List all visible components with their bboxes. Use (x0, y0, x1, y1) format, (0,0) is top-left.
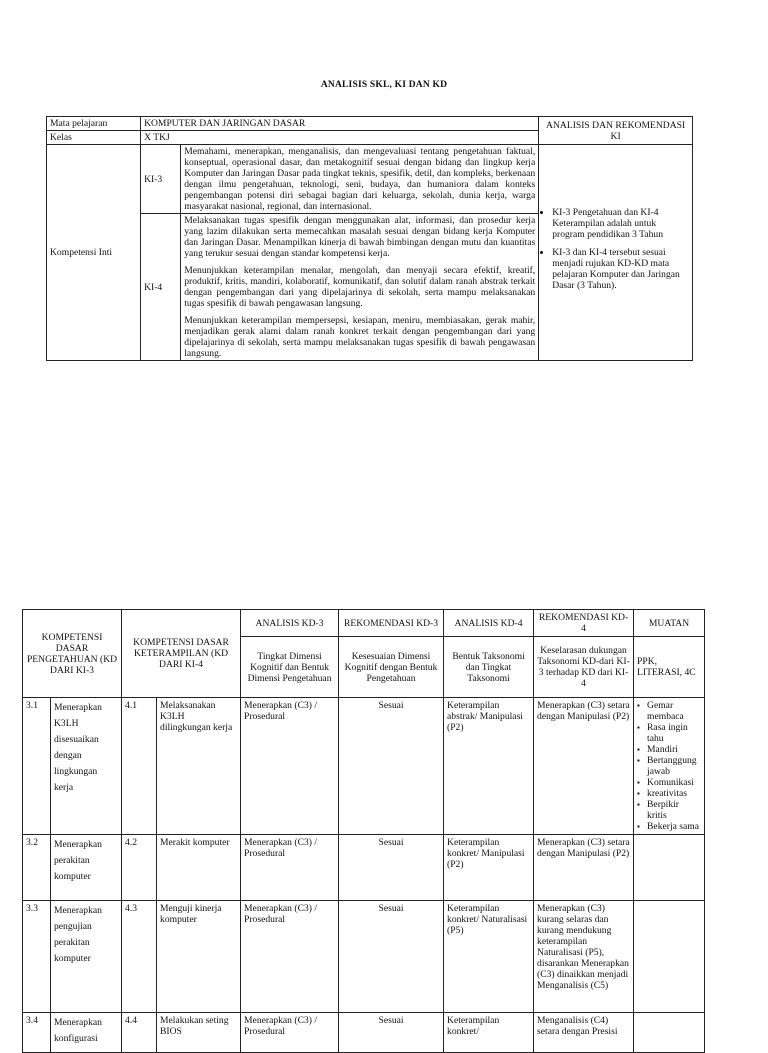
ki4-text (181, 214, 539, 361)
kd4-text: Merakit komputer (157, 835, 241, 901)
list-item: ▪ Bertanggung jawab (643, 755, 701, 777)
rekomendasi-kd3: Sesuai (339, 901, 444, 1013)
list-item: ▪ kreativitas (643, 788, 701, 799)
ki4-code: KI-4 (141, 214, 181, 361)
header-analisis-kd3: ANALISIS KD-3 (241, 610, 339, 637)
recommendation-item: • KI-3 dan KI-4 tersebut sesuai menjadi rujukan KD-KD mata pelajaran Komputer dan Jaringan Dasar (3 Tahun). (552, 247, 689, 291)
subheader-rekomendasi-kd4: Keselarasan dukungan Taksonomi KD-dari KI-3 terhadap KD dari KI-4 (534, 637, 634, 698)
kelas-value: X TKJ (141, 131, 539, 145)
ki4-paragraph: Menunjukkan keterampilan mempersepsi, kesiapan, meniru, membiasakan, gerak mahir, menjadikan gerak alami dalam ranah konkret terkait dengan pengembangan dari yang dipelajarinya di sekolah, serta mampu melaksanakan tugas spesifik di bawah pengawasan langsung. (184, 315, 536, 359)
mapel-label: Mata pelajaran (47, 117, 141, 131)
muatan-list (637, 700, 701, 832)
table-row (23, 835, 705, 901)
ki3-text: Memahami, menerapkan, menganalisis, dan mengevaluasi tentang pengetahuan faktual, konseptual, operasional dasar, dan metakognitif sesuai dengan bidang dan lingkup kerja Komputer dan Jaringan Dasar pada tingkat teknis, spesifik, detil, dan kompleks, berkenaan dengan ilmu pengetahuan, teknologi, seni, budaya, dan humaniora dalam konteks pengembangan potensi diri sebagai bagian dari keluarga, sekolah, dunia kerja, warga masyarakat nasional, regional, dan internasional. (181, 145, 539, 214)
kd4-number: 4.1 (122, 698, 157, 835)
table-row (23, 1013, 705, 1053)
header-analisis-kd4: ANALISIS KD-4 (444, 610, 534, 637)
analisis-kd3: Menerapkan (C3) / Prosedural (241, 901, 339, 1013)
kd3-number: 3.1 (23, 698, 51, 835)
muatan-cell (634, 901, 705, 1013)
ki-table (46, 116, 693, 361)
mapel-value: KOMPUTER DAN JARINGAN DASAR (141, 117, 539, 131)
kd4-number: 4.4 (122, 1013, 157, 1053)
recommendation-item: • KI-3 Pengetahuan dan KI-4 Keterampilan adalah untuk program pendidikan 3 Tahun (552, 207, 689, 240)
kd3-text: Menerapkan konfigurasi (51, 1013, 122, 1053)
rekomendasi-kd4: Menerapkan (C3) kurang selaras dan kurang mendukung keterampilan Naturalisasi (P5), disarankan Menerapkan (C3) dinaikkan menjadi Menganalisis (C5) (534, 901, 634, 1013)
list-item: ▪ Mandiri (643, 744, 701, 755)
analisis-kd4: Keterampilan konkret/ Manipulasi (P2) (444, 835, 534, 901)
subheader-rekomendasi-kd3: Kesesuaian Dimensi Kognitif dengan Bentuk Pengetahuan (339, 637, 444, 698)
list-item: ▪ Komunikasi (643, 777, 701, 788)
header-kd-keterampilan: KOMPETENSI DASAR KETERAMPILAN (KD DARI KI-4 (122, 610, 241, 698)
kd4-text: Melaksanakan K3LH dilingkungan kerja (157, 698, 241, 835)
rekomendasi-kd4: Menganalisis (C4) setara dengan Presisi (534, 1013, 634, 1053)
muatan-cell (634, 835, 705, 901)
subheader-analisis-kd4: Bentuk Taksonomi dan Tingkat Taksonomi (444, 637, 534, 698)
header-rekomendasi-kd4: REKOMENDASI KD-4 (534, 610, 634, 637)
muatan-cell (634, 698, 705, 835)
document-title: ANALISIS SKL, KI DAN KD (320, 80, 448, 90)
analisis-kd4: Keterampilan konkret/ (444, 1013, 534, 1053)
analisis-header: ANALISIS DAN REKOMENDASI KI (539, 117, 693, 145)
kd3-number: 3.2 (23, 835, 51, 901)
table-row (23, 698, 705, 835)
rekomendasi-kd4: Menerapkan (C3) setara dengan Manipulasi (P2) (534, 835, 634, 901)
kd3-text: Menerapkan pengujian perakitan komputer (51, 901, 122, 1013)
ki-label: Kompetensi Inti (47, 145, 141, 361)
kelas-label: Kelas (47, 131, 141, 145)
analisis-kd4: Keterampilan konkret/ Naturalisasi (P5) (444, 901, 534, 1013)
rekomendasi-kd4: Menerapkan (C3) setara dengan Manipulasi (P2) (534, 698, 634, 835)
rekomendasi-kd3: Sesuai (339, 1013, 444, 1053)
ki4-paragraph: Melaksanakan tugas spesifik dengan menggunakan alat, informasi, dan prosedur kerja yang lazim dilakukan serta memecahkan masalah sesuai dengan bidang kerja Komputer dan Jaringan Dasar. Menampilkan kinerja di bawah bimbingan dengan mutu dan kuantitas yang terukur sesuai dengan standar kompetensi kerja. (184, 215, 536, 259)
rekomendasi-kd3: Sesuai (339, 698, 444, 835)
list-item: ▪ Berpikir kritis (643, 799, 701, 821)
ki-recommendation (539, 145, 693, 361)
muatan-cell (634, 1013, 705, 1053)
kd4-number: 4.2 (122, 835, 157, 901)
subheader-analisis-kd3: Tingkat Dimensi Kognitif dan Bentuk Dimensi Pengetahuan (241, 637, 339, 698)
list-item: ▪ Bekerja sama (643, 821, 701, 832)
kd4-text: Melakukan seting BIOS (157, 1013, 241, 1053)
header-kd-pengetahuan: KOMPETENSI DASAR PENGETAHUAN (KD DARI KI-3 (23, 610, 122, 698)
subheader-muatan: PPK, LITERASI, 4C (634, 637, 705, 698)
kd3-number: 3.3 (23, 901, 51, 1013)
ki3-code: KI-3 (141, 145, 181, 214)
list-item: ▪ Gemar membaca (643, 700, 701, 722)
list-item: ▪ Rasa ingin tahu (643, 722, 701, 744)
header-rekomendasi-kd3: REKOMENDASI KD-3 (339, 610, 444, 637)
ki4-paragraph: Menunjukkan keterampilan menalar, mengolah, dan menyaji secara efektif, kreatif, produktif, kritis, mandiri, kolaboratif, komunikatif, dan solutif dalam ranah abstrak terkait dengan pengembangan dari yang dipelajarinya di sekolah, serta mampu melaksanakan tugas spesifik di bawah pengawasan langsung. (184, 265, 536, 309)
kd4-text: Menguji kinerja komputer (157, 901, 241, 1013)
header-muatan: MUATAN (634, 610, 705, 637)
kd-analysis-table (22, 609, 705, 1053)
analisis-kd3: Menerapkan (C3) / Prosedural (241, 698, 339, 835)
analisis-kd4: Keterampilan abstrak/ Manipulasi (P2) (444, 698, 534, 835)
table-row (23, 901, 705, 1013)
recommendation-list (542, 207, 689, 291)
analisis-kd3: Menerapkan (C3) / Prosedural (241, 1013, 339, 1053)
rekomendasi-kd3: Sesuai (339, 835, 444, 901)
kd3-number: 3.4 (23, 1013, 51, 1053)
kd4-number: 4.3 (122, 901, 157, 1013)
analisis-kd3: Menerapkan (C3) / Prosedural (241, 835, 339, 901)
kd3-text: Menerapkan K3LH disesuaikan dengan lingkungan kerja (51, 698, 122, 835)
kd3-text: Menerapkan perakitan komputer (51, 835, 122, 901)
